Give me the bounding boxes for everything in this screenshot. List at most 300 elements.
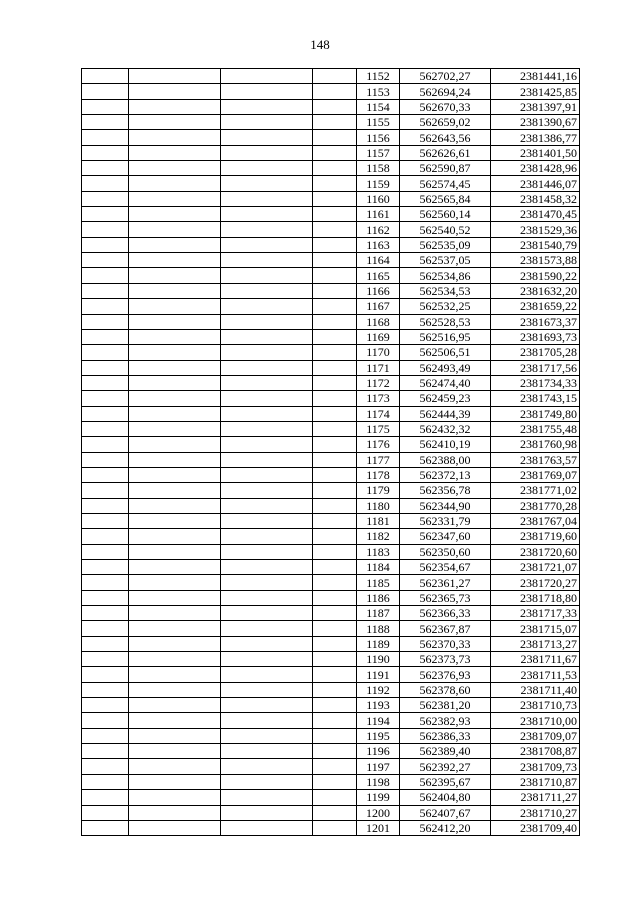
- empty-cell: [82, 498, 129, 513]
- x-coordinate-cell: 562365,73: [400, 590, 491, 605]
- empty-cell: [221, 299, 313, 314]
- y-coordinate-cell: 2381710,73: [491, 698, 580, 713]
- empty-cell: [129, 744, 221, 759]
- x-coordinate-cell: 562694,24: [400, 84, 491, 99]
- point-number-cell: 1200: [357, 805, 400, 820]
- point-number-cell: 1183: [357, 544, 400, 559]
- empty-cell: [313, 161, 357, 176]
- empty-cell: [221, 145, 313, 160]
- y-coordinate-cell: 2381401,50: [491, 145, 580, 160]
- empty-cell: [221, 805, 313, 820]
- empty-cell: [313, 437, 357, 452]
- empty-cell: [82, 667, 129, 682]
- y-coordinate-cell: 2381441,16: [491, 69, 580, 84]
- empty-cell: [221, 667, 313, 682]
- table-row: [82, 115, 580, 130]
- empty-cell: [82, 759, 129, 774]
- empty-cell: [221, 575, 313, 590]
- y-coordinate-cell: 2381717,56: [491, 360, 580, 375]
- empty-cell: [129, 314, 221, 329]
- table-row: [82, 560, 580, 575]
- y-coordinate-cell: 2381673,37: [491, 314, 580, 329]
- empty-cell: [221, 207, 313, 222]
- empty-cell: [129, 682, 221, 697]
- empty-cell: [313, 145, 357, 160]
- empty-cell: [129, 84, 221, 99]
- x-coordinate-cell: 562350,60: [400, 544, 491, 559]
- empty-cell: [221, 682, 313, 697]
- y-coordinate-cell: 2381632,20: [491, 283, 580, 298]
- empty-cell: [221, 560, 313, 575]
- x-coordinate-cell: 562347,60: [400, 529, 491, 544]
- y-coordinate-cell: 2381720,60: [491, 544, 580, 559]
- empty-cell: [313, 744, 357, 759]
- x-coordinate-cell: 562432,32: [400, 421, 491, 436]
- empty-cell: [82, 621, 129, 636]
- y-coordinate-cell: 2381710,87: [491, 774, 580, 789]
- empty-cell: [313, 774, 357, 789]
- empty-cell: [129, 805, 221, 820]
- empty-cell: [221, 820, 313, 835]
- empty-cell: [221, 636, 313, 651]
- empty-cell: [313, 360, 357, 375]
- empty-cell: [221, 375, 313, 390]
- y-coordinate-cell: 2381573,88: [491, 253, 580, 268]
- empty-cell: [313, 467, 357, 482]
- empty-cell: [82, 544, 129, 559]
- empty-cell: [82, 391, 129, 406]
- empty-cell: [129, 329, 221, 344]
- y-coordinate-cell: 2381659,22: [491, 299, 580, 314]
- point-number-cell: 1163: [357, 237, 400, 252]
- y-coordinate-cell: 2381386,77: [491, 130, 580, 145]
- point-number-cell: 1164: [357, 253, 400, 268]
- empty-cell: [82, 452, 129, 467]
- y-coordinate-cell: 2381721,07: [491, 560, 580, 575]
- point-number-cell: 1180: [357, 498, 400, 513]
- empty-cell: [313, 391, 357, 406]
- x-coordinate-cell: 562643,56: [400, 130, 491, 145]
- empty-cell: [82, 268, 129, 283]
- point-number-cell: 1156: [357, 130, 400, 145]
- empty-cell: [221, 606, 313, 621]
- y-coordinate-cell: 2381743,15: [491, 391, 580, 406]
- x-coordinate-cell: 562537,05: [400, 253, 491, 268]
- empty-cell: [313, 728, 357, 743]
- x-coordinate-cell: 562659,02: [400, 115, 491, 130]
- x-coordinate-cell: 562331,79: [400, 513, 491, 528]
- empty-cell: [129, 145, 221, 160]
- table-body: [82, 69, 580, 836]
- empty-cell: [221, 544, 313, 559]
- empty-cell: [221, 437, 313, 452]
- point-number-cell: 1178: [357, 467, 400, 482]
- table-row: [82, 299, 580, 314]
- empty-cell: [313, 421, 357, 436]
- x-coordinate-cell: 562534,86: [400, 268, 491, 283]
- empty-cell: [129, 790, 221, 805]
- empty-cell: [82, 130, 129, 145]
- empty-cell: [221, 621, 313, 636]
- empty-cell: [221, 176, 313, 191]
- empty-cell: [82, 483, 129, 498]
- empty-cell: [82, 820, 129, 835]
- table-row: [82, 69, 580, 84]
- y-coordinate-cell: 2381428,96: [491, 161, 580, 176]
- empty-cell: [313, 698, 357, 713]
- empty-cell: [221, 268, 313, 283]
- table-row: [82, 329, 580, 344]
- empty-cell: [313, 498, 357, 513]
- y-coordinate-cell: 2381397,91: [491, 99, 580, 114]
- x-coordinate-cell: 562670,33: [400, 99, 491, 114]
- x-coordinate-cell: 562367,87: [400, 621, 491, 636]
- y-coordinate-cell: 2381755,48: [491, 421, 580, 436]
- point-number-cell: 1181: [357, 513, 400, 528]
- table-row: [82, 621, 580, 636]
- empty-cell: [129, 421, 221, 436]
- table-row: [82, 161, 580, 176]
- empty-cell: [221, 283, 313, 298]
- empty-cell: [82, 283, 129, 298]
- x-coordinate-cell: 562373,73: [400, 652, 491, 667]
- y-coordinate-cell: 2381425,85: [491, 84, 580, 99]
- empty-cell: [313, 529, 357, 544]
- x-coordinate-cell: 562535,09: [400, 237, 491, 252]
- y-coordinate-cell: 2381719,60: [491, 529, 580, 544]
- empty-cell: [313, 191, 357, 206]
- empty-cell: [221, 253, 313, 268]
- empty-cell: [82, 513, 129, 528]
- empty-cell: [82, 575, 129, 590]
- empty-cell: [129, 529, 221, 544]
- empty-cell: [129, 498, 221, 513]
- y-coordinate-cell: 2381749,80: [491, 406, 580, 421]
- empty-cell: [129, 69, 221, 84]
- empty-cell: [129, 652, 221, 667]
- table-row: [82, 99, 580, 114]
- x-coordinate-cell: 562590,87: [400, 161, 491, 176]
- x-coordinate-cell: 562389,40: [400, 744, 491, 759]
- empty-cell: [82, 682, 129, 697]
- point-number-cell: 1191: [357, 667, 400, 682]
- point-number-cell: 1172: [357, 375, 400, 390]
- empty-cell: [221, 191, 313, 206]
- table-row: [82, 145, 580, 160]
- table-row: [82, 406, 580, 421]
- empty-cell: [129, 759, 221, 774]
- y-coordinate-cell: 2381458,32: [491, 191, 580, 206]
- point-number-cell: 1152: [357, 69, 400, 84]
- table-row: [82, 375, 580, 390]
- y-coordinate-cell: 2381771,02: [491, 483, 580, 498]
- empty-cell: [313, 99, 357, 114]
- empty-cell: [129, 452, 221, 467]
- empty-cell: [221, 467, 313, 482]
- empty-cell: [129, 667, 221, 682]
- empty-cell: [221, 513, 313, 528]
- table-row: [82, 544, 580, 559]
- x-coordinate-cell: 562376,93: [400, 667, 491, 682]
- empty-cell: [221, 406, 313, 421]
- table-row: [82, 820, 580, 835]
- x-coordinate-cell: 562459,23: [400, 391, 491, 406]
- x-coordinate-cell: 562565,84: [400, 191, 491, 206]
- point-number-cell: 1196: [357, 744, 400, 759]
- point-number-cell: 1158: [357, 161, 400, 176]
- x-coordinate-cell: 562444,39: [400, 406, 491, 421]
- y-coordinate-cell: 2381767,04: [491, 513, 580, 528]
- point-number-cell: 1194: [357, 713, 400, 728]
- empty-cell: [221, 759, 313, 774]
- y-coordinate-cell: 2381540,79: [491, 237, 580, 252]
- empty-cell: [313, 130, 357, 145]
- table-row: [82, 713, 580, 728]
- table-row: [82, 529, 580, 544]
- table-row: [82, 483, 580, 498]
- empty-cell: [313, 621, 357, 636]
- empty-cell: [221, 360, 313, 375]
- empty-cell: [129, 99, 221, 114]
- empty-cell: [129, 728, 221, 743]
- table-row: [82, 283, 580, 298]
- empty-cell: [129, 820, 221, 835]
- empty-cell: [129, 130, 221, 145]
- empty-cell: [82, 222, 129, 237]
- empty-cell: [129, 207, 221, 222]
- empty-cell: [221, 222, 313, 237]
- x-coordinate-cell: 562407,67: [400, 805, 491, 820]
- table-row: [82, 805, 580, 820]
- empty-cell: [221, 314, 313, 329]
- y-coordinate-cell: 2381769,07: [491, 467, 580, 482]
- y-coordinate-cell: 2381713,27: [491, 636, 580, 651]
- empty-cell: [82, 437, 129, 452]
- empty-cell: [82, 713, 129, 728]
- table-row: [82, 759, 580, 774]
- empty-cell: [313, 283, 357, 298]
- empty-cell: [221, 329, 313, 344]
- table-row: [82, 498, 580, 513]
- empty-cell: [129, 115, 221, 130]
- y-coordinate-cell: 2381720,27: [491, 575, 580, 590]
- x-coordinate-cell: 562370,33: [400, 636, 491, 651]
- empty-cell: [129, 375, 221, 390]
- empty-cell: [313, 253, 357, 268]
- empty-cell: [129, 560, 221, 575]
- table-row: [82, 606, 580, 621]
- empty-cell: [129, 268, 221, 283]
- point-number-cell: 1192: [357, 682, 400, 697]
- x-coordinate-cell: 562386,33: [400, 728, 491, 743]
- empty-cell: [129, 575, 221, 590]
- empty-cell: [129, 391, 221, 406]
- point-number-cell: 1176: [357, 437, 400, 452]
- y-coordinate-cell: 2381711,67: [491, 652, 580, 667]
- empty-cell: [221, 130, 313, 145]
- empty-cell: [82, 728, 129, 743]
- empty-cell: [129, 191, 221, 206]
- point-number-cell: 1198: [357, 774, 400, 789]
- x-coordinate-cell: 562560,14: [400, 207, 491, 222]
- x-coordinate-cell: 562410,19: [400, 437, 491, 452]
- empty-cell: [82, 329, 129, 344]
- empty-cell: [221, 237, 313, 252]
- table-row: [82, 345, 580, 360]
- x-coordinate-cell: 562540,52: [400, 222, 491, 237]
- empty-cell: [313, 759, 357, 774]
- table-row: [82, 652, 580, 667]
- empty-cell: [313, 790, 357, 805]
- table-row: [82, 452, 580, 467]
- point-number-cell: 1168: [357, 314, 400, 329]
- empty-cell: [313, 575, 357, 590]
- empty-cell: [313, 606, 357, 621]
- empty-cell: [313, 406, 357, 421]
- empty-cell: [313, 513, 357, 528]
- table-row: [82, 222, 580, 237]
- empty-cell: [129, 621, 221, 636]
- empty-cell: [129, 713, 221, 728]
- point-number-cell: 1165: [357, 268, 400, 283]
- empty-cell: [82, 161, 129, 176]
- empty-cell: [82, 805, 129, 820]
- table-row: [82, 130, 580, 145]
- empty-cell: [221, 652, 313, 667]
- y-coordinate-cell: 2381709,07: [491, 728, 580, 743]
- empty-cell: [221, 529, 313, 544]
- empty-cell: [82, 207, 129, 222]
- empty-cell: [129, 345, 221, 360]
- empty-cell: [313, 682, 357, 697]
- x-coordinate-cell: 562493,49: [400, 360, 491, 375]
- empty-cell: [313, 268, 357, 283]
- y-coordinate-cell: 2381705,28: [491, 345, 580, 360]
- y-coordinate-cell: 2381760,98: [491, 437, 580, 452]
- x-coordinate-cell: 562382,93: [400, 713, 491, 728]
- y-coordinate-cell: 2381709,73: [491, 759, 580, 774]
- empty-cell: [221, 744, 313, 759]
- empty-cell: [82, 421, 129, 436]
- empty-cell: [313, 207, 357, 222]
- point-number-cell: 1175: [357, 421, 400, 436]
- empty-cell: [129, 222, 221, 237]
- table-row: [82, 774, 580, 789]
- empty-cell: [129, 483, 221, 498]
- table-row: [82, 314, 580, 329]
- empty-cell: [82, 145, 129, 160]
- empty-cell: [221, 69, 313, 84]
- empty-cell: [221, 590, 313, 605]
- empty-cell: [82, 99, 129, 114]
- empty-cell: [82, 314, 129, 329]
- empty-cell: [82, 406, 129, 421]
- empty-cell: [221, 391, 313, 406]
- empty-cell: [82, 345, 129, 360]
- empty-cell: [221, 115, 313, 130]
- empty-cell: [82, 191, 129, 206]
- empty-cell: [82, 529, 129, 544]
- table-row: [82, 268, 580, 283]
- x-coordinate-cell: 562574,45: [400, 176, 491, 191]
- point-number-cell: 1161: [357, 207, 400, 222]
- point-number-cell: 1197: [357, 759, 400, 774]
- empty-cell: [313, 452, 357, 467]
- point-number-cell: 1154: [357, 99, 400, 114]
- empty-cell: [82, 360, 129, 375]
- empty-cell: [129, 774, 221, 789]
- empty-cell: [221, 498, 313, 513]
- table-row: [82, 728, 580, 743]
- empty-cell: [313, 544, 357, 559]
- empty-cell: [82, 375, 129, 390]
- empty-cell: [313, 805, 357, 820]
- coordinates-table: [81, 68, 580, 836]
- empty-cell: [313, 115, 357, 130]
- point-number-cell: 1174: [357, 406, 400, 421]
- empty-cell: [129, 253, 221, 268]
- empty-cell: [313, 299, 357, 314]
- empty-cell: [82, 606, 129, 621]
- point-number-cell: 1188: [357, 621, 400, 636]
- x-coordinate-cell: 562366,33: [400, 606, 491, 621]
- empty-cell: [221, 84, 313, 99]
- point-number-cell: 1185: [357, 575, 400, 590]
- y-coordinate-cell: 2381590,22: [491, 268, 580, 283]
- empty-cell: [82, 652, 129, 667]
- point-number-cell: 1187: [357, 606, 400, 621]
- x-coordinate-cell: 562354,67: [400, 560, 491, 575]
- point-number-cell: 1173: [357, 391, 400, 406]
- empty-cell: [82, 253, 129, 268]
- y-coordinate-cell: 2381446,07: [491, 176, 580, 191]
- x-coordinate-cell: 562412,20: [400, 820, 491, 835]
- x-coordinate-cell: 562388,00: [400, 452, 491, 467]
- empty-cell: [221, 774, 313, 789]
- x-coordinate-cell: 562506,51: [400, 345, 491, 360]
- empty-cell: [313, 636, 357, 651]
- y-coordinate-cell: 2381711,27: [491, 790, 580, 805]
- table-row: [82, 437, 580, 452]
- x-coordinate-cell: 562378,60: [400, 682, 491, 697]
- y-coordinate-cell: 2381710,00: [491, 713, 580, 728]
- table-row: [82, 636, 580, 651]
- table-row: [82, 667, 580, 682]
- empty-cell: [82, 69, 129, 84]
- table-row: [82, 682, 580, 697]
- empty-cell: [221, 483, 313, 498]
- empty-cell: [221, 713, 313, 728]
- point-number-cell: 1193: [357, 698, 400, 713]
- x-coordinate-cell: 562534,53: [400, 283, 491, 298]
- x-coordinate-cell: 562392,27: [400, 759, 491, 774]
- empty-cell: [221, 698, 313, 713]
- empty-cell: [82, 590, 129, 605]
- y-coordinate-cell: 2381390,67: [491, 115, 580, 130]
- empty-cell: [221, 161, 313, 176]
- table-row: [82, 237, 580, 252]
- point-number-cell: 1184: [357, 560, 400, 575]
- x-coordinate-cell: 562344,90: [400, 498, 491, 513]
- empty-cell: [82, 115, 129, 130]
- empty-cell: [313, 667, 357, 682]
- point-number-cell: 1166: [357, 283, 400, 298]
- x-coordinate-cell: 562381,20: [400, 698, 491, 713]
- table-row: [82, 391, 580, 406]
- point-number-cell: 1179: [357, 483, 400, 498]
- empty-cell: [221, 99, 313, 114]
- empty-cell: [82, 237, 129, 252]
